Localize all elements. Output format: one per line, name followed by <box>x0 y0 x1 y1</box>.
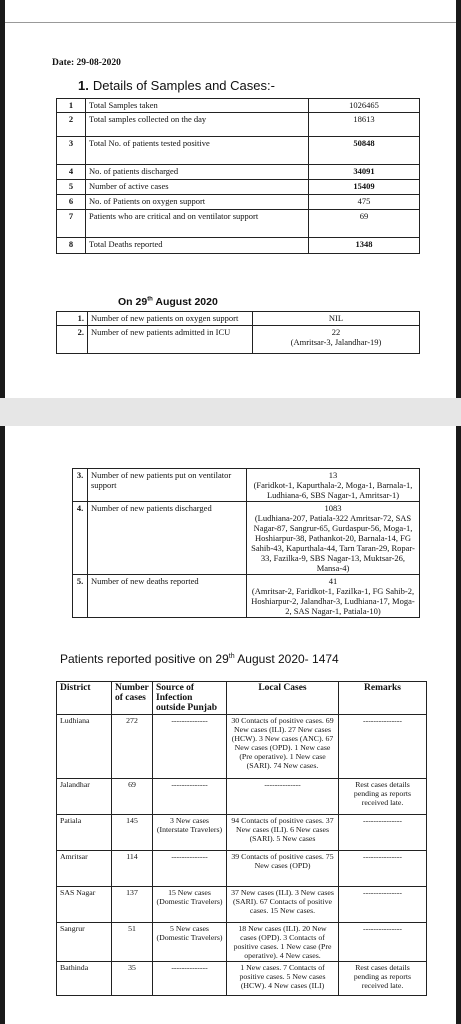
row-label: Total samples collected on the day <box>86 113 309 137</box>
daily-update-table <box>56 311 420 354</box>
remarks: Rest cases details pending as reports received late. <box>339 962 427 996</box>
case-count: 35 <box>112 962 153 996</box>
row-number: 2. <box>57 326 88 354</box>
table-row <box>57 887 427 923</box>
district-name: Jalandhar <box>57 779 112 815</box>
header-source-of-infection: Source of Infection outside Punjab <box>153 682 227 715</box>
remarks: --------------- <box>339 715 427 779</box>
table-header-row <box>57 682 427 715</box>
district-name: Patiala <box>57 815 112 851</box>
positive-title-sup: th <box>228 653 235 660</box>
table-row <box>57 815 427 851</box>
table-row <box>57 165 420 180</box>
case-count: 51 <box>112 923 153 962</box>
local-cases: 18 New cases (ILI). 20 New cases (OPD). 3 Contacts of positive cases. 1 New case (Pre operative). 4 New cases. <box>227 923 339 962</box>
row-value-detail: (Amritsar-2, Faridkot-1, Fazilka-1, FG Sahib-2, Hoshiarpur-2, Jalandhar-3, Ludhiana-17, Moga-2, SAS Nagar-1, Patiala-10) <box>251 586 415 616</box>
district-cases-table <box>56 681 427 996</box>
remarks: --------------- <box>339 815 427 851</box>
table-row <box>57 137 420 165</box>
case-count: 114 <box>112 851 153 887</box>
case-count: 272 <box>112 715 153 779</box>
source-of-infection: -------------- <box>153 962 227 996</box>
row-label: No. of Patients on oxygen support <box>86 195 309 210</box>
row-value: 34091 <box>309 165 420 180</box>
positive-cases-heading <box>60 652 339 666</box>
district-name: Ludhiana <box>57 715 112 779</box>
local-cases: 39 Contacts of positive cases. 75 New cases (OPD) <box>227 851 339 887</box>
row-number: 4 <box>57 165 86 180</box>
local-cases: 1 New cases. 7 Contacts of positive cases. 5 New cases (HCW). 4 New cases (ILI) <box>227 962 339 996</box>
header-remarks: Remarks <box>339 682 427 715</box>
document-page-1 <box>0 0 461 398</box>
remarks: Rest cases details pending as reports received late. <box>339 779 427 815</box>
source-of-infection: -------------- <box>153 779 227 815</box>
positive-title-prefix: Patients reported positive on 29 <box>60 652 229 666</box>
table-row <box>57 195 420 210</box>
row-value <box>247 502 420 575</box>
district-name: Sangrur <box>57 923 112 962</box>
page-left-edge <box>0 0 5 398</box>
row-value: 475 <box>309 195 420 210</box>
remarks: --------------- <box>339 923 427 962</box>
district-name: Bathinda <box>57 962 112 996</box>
row-label: Number of active cases <box>86 180 309 195</box>
row-label: Number of new patients on oxygen support <box>88 312 253 326</box>
on-date-suffix: August 2020 <box>152 296 218 308</box>
table-row <box>57 113 420 137</box>
row-label: Number of new deaths reported <box>88 575 247 618</box>
source-of-infection: 3 New cases (Interstate Travelers) <box>153 815 227 851</box>
table-row <box>57 779 427 815</box>
local-cases: -------------- <box>227 779 339 815</box>
section-title <box>78 78 275 93</box>
page-gap <box>0 398 461 426</box>
row-value-count: 13 <box>328 470 338 480</box>
case-count: 137 <box>112 887 153 923</box>
row-number: 1 <box>57 99 86 113</box>
row-value: 50848 <box>309 137 420 165</box>
row-value: 18613 <box>309 113 420 137</box>
row-value-count: NIL <box>328 313 344 323</box>
positive-title-suffix: August 2020- 1474 <box>234 652 339 666</box>
row-number: 2 <box>57 113 86 137</box>
case-count: 69 <box>112 779 153 815</box>
local-cases: 94 Contacts of positive cases. 37 New cases (ILI). 6 New cases (SARI). 5 New cases <box>227 815 339 851</box>
remarks: --------------- <box>339 851 427 887</box>
row-number: 6 <box>57 195 86 210</box>
section-number: 1. <box>78 78 89 93</box>
table-row <box>73 502 420 575</box>
row-label: Total Deaths reported <box>86 238 309 254</box>
row-value <box>253 312 420 326</box>
row-label: Total No. of patients tested positive <box>86 137 309 165</box>
header-district: District <box>57 682 112 715</box>
section-title-text: Details of Samples and Cases:- <box>92 78 275 93</box>
local-cases: 37 New cases (ILI). 3 New cases (SARI). 67 Contacts of positive cases. 15 New cases. <box>227 887 339 923</box>
row-number: 3 <box>57 137 86 165</box>
daily-update-table-continued <box>72 468 420 618</box>
table-row <box>57 923 427 962</box>
row-number: 5. <box>73 575 88 618</box>
row-value: 69 <box>309 210 420 238</box>
report-date: Date: 29-08-2020 <box>52 58 121 68</box>
row-number: 5 <box>57 180 86 195</box>
row-number: 8 <box>57 238 86 254</box>
row-value-count: 22 <box>331 327 341 337</box>
table-row <box>57 210 420 238</box>
row-value: 1348 <box>309 238 420 254</box>
local-cases: 30 Contacts of positive cases. 69 New cases (ILI). 27 New cases (HCW). 3 New cases (ANC). 67 New cases (OPD). 1 New case (Pre operative). 1 New case (SARI). 74 New cases. <box>227 715 339 779</box>
table-row <box>57 180 420 195</box>
row-value-count: 1083 <box>324 503 342 513</box>
source-of-infection: 15 New cases (Domestic Travelers) <box>153 887 227 923</box>
samples-cases-table <box>56 98 420 254</box>
table-row <box>57 326 420 354</box>
header-number-of-cases: Number of cases <box>112 682 153 715</box>
on-date-prefix: On 29 <box>118 296 148 308</box>
table-row <box>57 715 427 779</box>
page-right-edge <box>456 0 461 398</box>
row-number: 3. <box>73 469 88 502</box>
district-name: Amritsar <box>57 851 112 887</box>
page-top-border <box>0 22 461 23</box>
row-value-detail: (Amritsar-3, Jalandhar-19) <box>290 337 382 347</box>
on-date-heading <box>118 296 218 308</box>
row-number: 7 <box>57 210 86 238</box>
page-right-edge <box>456 426 461 1024</box>
row-label: Number of new patients put on ventilator support <box>88 469 247 502</box>
case-count: 145 <box>112 815 153 851</box>
row-value: 15409 <box>309 180 420 195</box>
source-of-infection: -------------- <box>153 715 227 779</box>
row-value-detail: (Ludhiana-207, Patiala-322 Amritsar-72, SAS Nagar-87, Sangrur-65, Gurdaspur-56, Moga-1, Hoshiarpur-38, Pathankot-20, Barnala-14, FG Sahib-43, Kapurthala-44, Tarn Taran-29, Ropar-33, Fazilka-9, SBS Nagar-13, Muktsar-26, Mansa-4) <box>251 513 415 573</box>
remarks: --------------- <box>339 887 427 923</box>
page-left-edge <box>0 426 5 1024</box>
row-value: 1026465 <box>309 99 420 113</box>
row-number: 1. <box>57 312 88 326</box>
row-label: Total Samples taken <box>86 99 309 113</box>
row-number: 4. <box>73 502 88 575</box>
table-row <box>57 312 420 326</box>
table-row <box>73 469 420 502</box>
row-label: Number of new patients admitted in ICU <box>88 326 253 354</box>
table-row <box>57 851 427 887</box>
row-label: No. of patients discharged <box>86 165 309 180</box>
on-date-sup: th <box>147 296 153 303</box>
table-row <box>73 575 420 618</box>
header-local-cases: Local Cases <box>227 682 339 715</box>
row-value-count: 41 <box>328 576 338 586</box>
table-row <box>57 238 420 254</box>
district-name: SAS Nagar <box>57 887 112 923</box>
row-value-detail: (Faridkot-1, Kapurthala-2, Moga-1, Barnala-1, Ludhiana-6, SBS Nagar-1, Amritsar-1) <box>253 480 413 500</box>
source-of-infection: -------------- <box>153 851 227 887</box>
row-value <box>247 575 420 618</box>
row-label: Number of new patients discharged <box>88 502 247 575</box>
table-row <box>57 962 427 996</box>
source-of-infection: 5 New cases (Domestic Travelers) <box>153 923 227 962</box>
table-row <box>57 99 420 113</box>
row-value <box>247 469 420 502</box>
row-label: Patients who are critical and on ventilator support <box>86 210 309 238</box>
row-value <box>253 326 420 354</box>
